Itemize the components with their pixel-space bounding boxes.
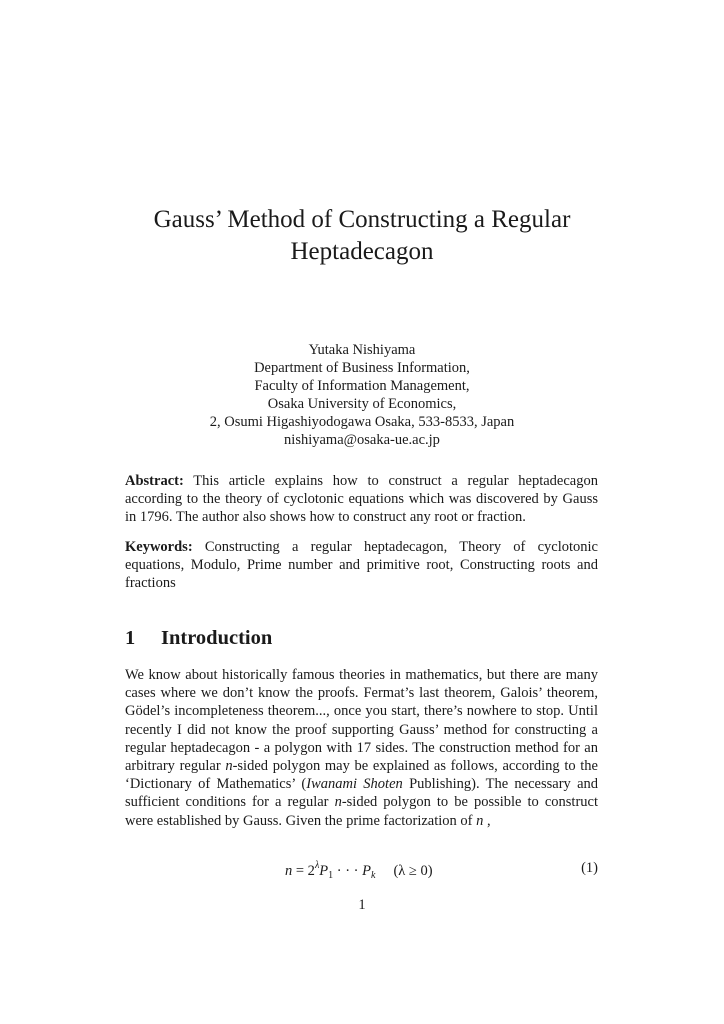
intro-text-5: , <box>483 812 491 829</box>
intro-paragraph <box>125 666 598 830</box>
author-department: Department of Business Information, <box>254 360 470 376</box>
page-number: 1 <box>358 897 366 913</box>
eq-dots: · · · <box>333 863 363 879</box>
eq-pk-sub: k <box>371 870 376 881</box>
intro-text-4: -sided polygon to be possible to construct were established by Gauss. Given the prime factorization of <box>125 794 598 829</box>
intro-var-n-2: n <box>334 794 342 811</box>
intro-var-n-1: n <box>225 758 233 775</box>
abstract-label: Abstract: <box>125 473 184 489</box>
equation-1 <box>125 860 598 880</box>
intro-text-1: We know about historically famous theories in mathematics, but there are many cases where we don’t know the proofs. Fermat’s last theorem, Galois’ theorem, Gödel’s incompleteness theorem..., once you start, there’s nowhere to stop. Until recently I did not know the proof supporting Gauss’ method for constructing a regular heptadecagon - a polygon with 17 sides. The construction method for an arbitrary regular <box>125 667 598 775</box>
title-line-1: Gauss’ Method of Constructing a Regular <box>153 206 571 233</box>
author-block <box>100 341 624 449</box>
equation-number: (1) <box>581 860 598 876</box>
keywords-text: Constructing a regular heptadecagon, Theory of cyclotonic equations, Modulo, Prime number and primitive root, Constructing roots and fractions <box>125 539 598 592</box>
author-university: Osaka University of Economics, <box>267 396 457 412</box>
eq-p1: P <box>319 863 329 879</box>
eq-condition: (λ ≥ 0) <box>393 863 433 879</box>
abstract-text: This article explains how to construct a regular heptadecagon according to the theory of cyclotonic equations which was discovered by Gauss in 1796. The author also shows how to construct any root or fraction. <box>125 473 598 526</box>
intro-var-n-3: n <box>476 812 484 829</box>
eq-pk: P <box>362 863 371 879</box>
paper-title <box>100 204 624 268</box>
eq-p1-sub: 1 <box>328 870 334 881</box>
equation-body <box>285 860 433 881</box>
title-line-2: Heptadecagon <box>290 238 434 265</box>
abstract <box>125 472 598 527</box>
section-title: Introduction <box>161 627 273 649</box>
author-email: nishiyama@osaka-ue.ac.jp <box>284 432 440 448</box>
author-faculty: Faculty of Information Management, <box>254 378 470 394</box>
intro-publisher: Iwanami Shoten <box>306 776 403 793</box>
eq-lhs: n <box>285 863 293 879</box>
section-heading <box>125 627 272 650</box>
section-number: 1 <box>125 627 136 649</box>
keywords <box>125 538 598 593</box>
keywords-label: Keywords: <box>125 539 193 555</box>
author-address: 2, Osumi Higashiyodogawa Osaka, 533-8533, Japan <box>209 414 515 430</box>
eq-equals-two: = 2 <box>292 863 315 879</box>
author-name: Yutaka Nishiyama <box>308 342 416 358</box>
intro-text-3: Publishing). The necessary and sufficient conditions for a regular <box>125 776 599 811</box>
eq-exponent: λ <box>314 860 320 871</box>
intro-text-2: -sided polygon may be explained as follows, according to the ‘Dictionary of Mathematics’ ( <box>125 758 598 793</box>
